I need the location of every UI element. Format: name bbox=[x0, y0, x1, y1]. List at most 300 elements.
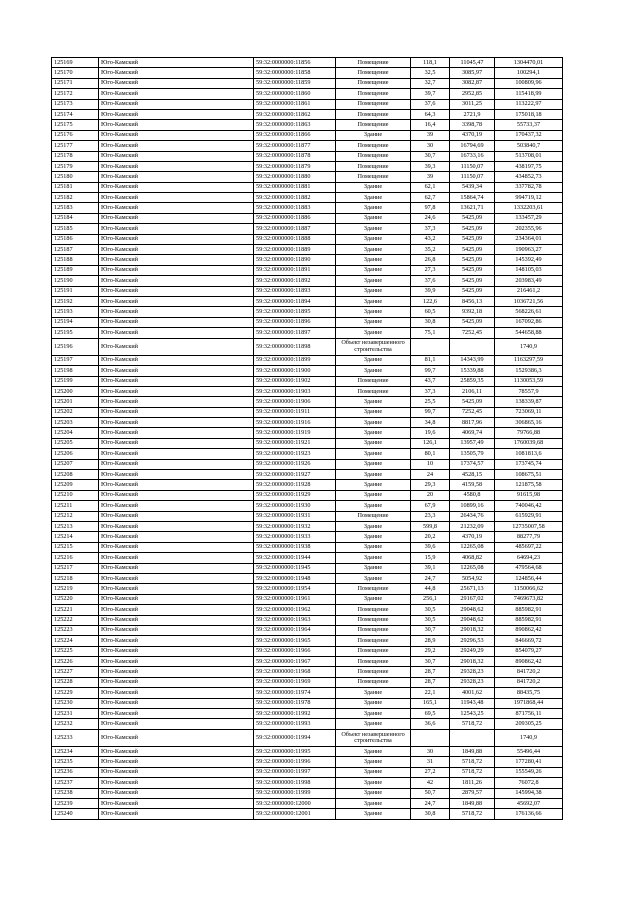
cell-area: 24,6 bbox=[411, 213, 450, 223]
cell-area: 43,7 bbox=[411, 376, 450, 386]
cell-specific-value: 12265,08 bbox=[450, 542, 495, 552]
cell-row-number: 125193 bbox=[52, 307, 99, 317]
table-row bbox=[52, 778, 563, 788]
cell-cadastral-value: 1130053,59 bbox=[495, 376, 563, 386]
cell-row-number: 125216 bbox=[52, 553, 99, 563]
cell-object-type: Здание bbox=[336, 698, 411, 708]
cell-specific-value: 13505,79 bbox=[450, 449, 495, 459]
cell-row-number: 125212 bbox=[52, 511, 99, 521]
table-row bbox=[52, 328, 563, 338]
cell-cadastral-number: 59:32:0000000:11888 bbox=[254, 234, 336, 244]
cell-area: 39 bbox=[411, 130, 450, 140]
cell-cadastral-number: 59:32:0000000:11895 bbox=[254, 307, 336, 317]
cell-district: Юго-Камский bbox=[99, 490, 254, 500]
cell-specific-value: 5718,72 bbox=[450, 767, 495, 777]
cell-specific-value: 3085,97 bbox=[450, 68, 495, 78]
cadastral-value-table bbox=[51, 57, 563, 820]
cell-object-type: Здание bbox=[336, 234, 411, 244]
cell-object-type: Помещение bbox=[336, 78, 411, 88]
cell-cadastral-value: 1036721,56 bbox=[495, 296, 563, 306]
cell-object-type: Здание bbox=[336, 193, 411, 203]
cell-district: Юго-Камский bbox=[99, 296, 254, 306]
cell-object-type: Здание bbox=[336, 788, 411, 798]
table-row bbox=[52, 296, 563, 306]
cell-row-number: 125188 bbox=[52, 255, 99, 265]
cell-cadastral-number: 59:32:0000000:11886 bbox=[254, 213, 336, 223]
cell-row-number: 125220 bbox=[52, 594, 99, 604]
cell-area: 39,9 bbox=[411, 286, 450, 296]
cell-district: Юго-Камский bbox=[99, 193, 254, 203]
cell-object-type: Помещение bbox=[336, 625, 411, 635]
cell-cadastral-value: 209305,25 bbox=[495, 719, 563, 729]
cell-area: 122,6 bbox=[411, 296, 450, 306]
cell-area: 62,7 bbox=[411, 193, 450, 203]
cell-row-number: 125170 bbox=[52, 68, 99, 78]
cell-cadastral-value: 100294,1 bbox=[495, 68, 563, 78]
cell-cadastral-number: 59:32:0000000:11877 bbox=[254, 141, 336, 151]
cell-cadastral-number: 59:32:0000000:11966 bbox=[254, 646, 336, 656]
cell-district: Юго-Камский bbox=[99, 798, 254, 808]
cell-cadastral-number: 59:32:0000000:11964 bbox=[254, 625, 336, 635]
cell-specific-value: 4069,74 bbox=[450, 428, 495, 438]
cell-specific-value: 9392,18 bbox=[450, 307, 495, 317]
cell-district: Юго-Камский bbox=[99, 767, 254, 777]
cell-district: Юго-Камский bbox=[99, 234, 254, 244]
cell-object-type: Помещение bbox=[336, 657, 411, 667]
table-row bbox=[52, 172, 563, 182]
cell-specific-value: 2106,11 bbox=[450, 386, 495, 396]
cell-area: 30,7 bbox=[411, 151, 450, 161]
cell-specific-value: 5439,34 bbox=[450, 182, 495, 192]
cell-row-number: 125237 bbox=[52, 778, 99, 788]
cell-specific-value: 5425,09 bbox=[450, 245, 495, 255]
cell-object-type: Здание bbox=[336, 224, 411, 234]
cell-object-type: Помещение bbox=[336, 120, 411, 130]
cell-specific-value: 29328,23 bbox=[450, 677, 495, 687]
table-row bbox=[52, 276, 563, 286]
cell-row-number: 125218 bbox=[52, 573, 99, 583]
cell-district: Юго-Камский bbox=[99, 480, 254, 490]
cell-cadastral-value: 155549,26 bbox=[495, 767, 563, 777]
cell-row-number: 125217 bbox=[52, 563, 99, 573]
cell-object-type: Здание bbox=[336, 130, 411, 140]
table-row bbox=[52, 615, 563, 625]
cell-cadastral-number: 59:32:0000000:11879 bbox=[254, 161, 336, 171]
cell-district: Юго-Камский bbox=[99, 78, 254, 88]
cell-object-type: Помещение bbox=[336, 376, 411, 386]
cell-district: Юго-Камский bbox=[99, 99, 254, 109]
cell-cadastral-number: 59:32:0000000:11954 bbox=[254, 584, 336, 594]
table-row bbox=[52, 182, 563, 192]
cell-cadastral-number: 59:32:0000000:11974 bbox=[254, 688, 336, 698]
cell-object-type: Помещение bbox=[336, 68, 411, 78]
cell-area: 31 bbox=[411, 757, 450, 767]
cell-area: 32,7 bbox=[411, 78, 450, 88]
cell-specific-value: 4370,19 bbox=[450, 532, 495, 542]
cell-cadastral-value: 1332203,61 bbox=[495, 203, 563, 213]
cell-row-number: 125185 bbox=[52, 224, 99, 234]
cell-cadastral-value: 113222,97 bbox=[495, 99, 563, 109]
cell-area: 15,9 bbox=[411, 553, 450, 563]
cell-specific-value: 12265,08 bbox=[450, 563, 495, 573]
cell-cadastral-number: 59:32:0000000:11997 bbox=[254, 767, 336, 777]
cell-row-number: 125210 bbox=[52, 490, 99, 500]
cell-row-number: 125173 bbox=[52, 99, 99, 109]
table-row bbox=[52, 788, 563, 798]
cell-row-number: 125221 bbox=[52, 605, 99, 615]
table-row bbox=[52, 459, 563, 469]
table-row bbox=[52, 203, 563, 213]
cell-area: 24 bbox=[411, 470, 450, 480]
cell-specific-value: 29048,62 bbox=[450, 615, 495, 625]
table-row bbox=[52, 245, 563, 255]
cell-area: 34,8 bbox=[411, 418, 450, 428]
cell-object-type: Здание bbox=[336, 276, 411, 286]
cell-object-type: Помещение bbox=[336, 615, 411, 625]
cell-cadastral-number: 59:32:0000000:11878 bbox=[254, 151, 336, 161]
cell-district: Юго-Камский bbox=[99, 386, 254, 396]
cell-object-type: Здание bbox=[336, 366, 411, 376]
cell-object-type: Здание bbox=[336, 778, 411, 788]
cell-cadastral-number: 59:32:0000000:11999 bbox=[254, 788, 336, 798]
table-row bbox=[52, 521, 563, 531]
cell-cadastral-value: 133457,29 bbox=[495, 213, 563, 223]
cell-cadastral-value: 479564,68 bbox=[495, 563, 563, 573]
cell-cadastral-value: 145392,49 bbox=[495, 255, 563, 265]
cell-object-type: Помещение bbox=[336, 511, 411, 521]
cell-row-number: 125209 bbox=[52, 480, 99, 490]
cell-district: Юго-Камский bbox=[99, 397, 254, 407]
cell-cadastral-value: 1740,9 bbox=[495, 729, 563, 746]
cell-district: Юго-Камский bbox=[99, 677, 254, 687]
table-row bbox=[52, 563, 563, 573]
cell-cadastral-value: 568226,61 bbox=[495, 307, 563, 317]
cell-cadastral-number: 59:32:0000000:11998 bbox=[254, 778, 336, 788]
cell-district: Юго-Камский bbox=[99, 317, 254, 327]
cell-district: Юго-Камский bbox=[99, 636, 254, 646]
cell-district: Юго-Камский bbox=[99, 709, 254, 719]
cell-object-type: Здание bbox=[336, 296, 411, 306]
cell-area: 36,6 bbox=[411, 719, 450, 729]
cell-specific-value: 16733,16 bbox=[450, 151, 495, 161]
table-row bbox=[52, 646, 563, 656]
cell-district: Юго-Камский bbox=[99, 625, 254, 635]
cell-area: 24,7 bbox=[411, 798, 450, 808]
cell-specific-value: 29018,32 bbox=[450, 657, 495, 667]
cell-cadastral-value: 485697,22 bbox=[495, 542, 563, 552]
cell-district: Юго-Камский bbox=[99, 366, 254, 376]
cell-cadastral-value: 167092,86 bbox=[495, 317, 563, 327]
cell-specific-value: 11150,07 bbox=[450, 172, 495, 182]
cell-cadastral-value: 1971868,44 bbox=[495, 698, 563, 708]
cell-object-type: Здание bbox=[336, 490, 411, 500]
cell-object-type: Помещение bbox=[336, 386, 411, 396]
table-row bbox=[52, 317, 563, 327]
cell-specific-value: 15339,88 bbox=[450, 366, 495, 376]
cell-object-type: Здание bbox=[336, 286, 411, 296]
cell-district: Юго-Камский bbox=[99, 328, 254, 338]
cell-area bbox=[411, 729, 450, 746]
cell-object-type: Помещение bbox=[336, 677, 411, 687]
cell-district: Юго-Камский bbox=[99, 182, 254, 192]
cell-district: Юго-Камский bbox=[99, 141, 254, 151]
cell-cadastral-number: 59:32:0000000:11927 bbox=[254, 470, 336, 480]
cell-district: Юго-Камский bbox=[99, 428, 254, 438]
table-row bbox=[52, 573, 563, 583]
cell-object-type: Здание bbox=[336, 459, 411, 469]
cell-specific-value: 10899,16 bbox=[450, 501, 495, 511]
cell-cadastral-value: 121875,58 bbox=[495, 480, 563, 490]
cell-specific-value: 25859,35 bbox=[450, 376, 495, 386]
table-row bbox=[52, 470, 563, 480]
cell-district: Юго-Камский bbox=[99, 667, 254, 677]
cell-district: Юго-Камский bbox=[99, 584, 254, 594]
cell-area: 37,6 bbox=[411, 276, 450, 286]
cell-area: 30,5 bbox=[411, 615, 450, 625]
cell-specific-value: 5425,09 bbox=[450, 255, 495, 265]
cell-specific-value: 5718,72 bbox=[450, 757, 495, 767]
cell-district: Юго-Камский bbox=[99, 778, 254, 788]
cell-row-number: 125236 bbox=[52, 767, 99, 777]
cell-cadastral-value: 88277,79 bbox=[495, 532, 563, 542]
cell-object-type: Здание bbox=[336, 809, 411, 819]
cell-area: 69,5 bbox=[411, 709, 450, 719]
cell-row-number: 125230 bbox=[52, 698, 99, 708]
cell-specific-value: 13621,71 bbox=[450, 203, 495, 213]
cell-object-type: Объект незавершенного строительства bbox=[336, 729, 411, 746]
cell-district: Юго-Камский bbox=[99, 542, 254, 552]
table-row bbox=[52, 151, 563, 161]
cell-cadastral-value: 1081813,6 bbox=[495, 449, 563, 459]
table-row bbox=[52, 625, 563, 635]
cell-district: Юго-Камский bbox=[99, 563, 254, 573]
cell-cadastral-number: 59:32:0000000:11948 bbox=[254, 573, 336, 583]
cell-area: 35,2 bbox=[411, 245, 450, 255]
table-row bbox=[52, 746, 563, 756]
cell-row-number: 125195 bbox=[52, 328, 99, 338]
cell-area: 39 bbox=[411, 172, 450, 182]
cell-object-type: Здание bbox=[336, 470, 411, 480]
cell-district: Юго-Камский bbox=[99, 265, 254, 275]
cell-row-number: 125187 bbox=[52, 245, 99, 255]
cell-cadastral-number: 59:32:0000000:11962 bbox=[254, 605, 336, 615]
cell-district: Юго-Камский bbox=[99, 688, 254, 698]
cell-specific-value: 11943,48 bbox=[450, 698, 495, 708]
cell-cadastral-value: 615929,91 bbox=[495, 511, 563, 521]
cell-cadastral-number: 59:32:0000000:11994 bbox=[254, 729, 336, 746]
table-row bbox=[52, 366, 563, 376]
cell-cadastral-number: 59:32:0000000:11903 bbox=[254, 386, 336, 396]
cell-row-number: 125183 bbox=[52, 203, 99, 213]
cell-row-number: 125233 bbox=[52, 729, 99, 746]
cell-cadastral-number: 59:32:0000000:11906 bbox=[254, 397, 336, 407]
cell-specific-value: 4001,62 bbox=[450, 688, 495, 698]
cell-cadastral-number: 59:32:0000000:11892 bbox=[254, 276, 336, 286]
cell-area: 28,9 bbox=[411, 636, 450, 646]
cell-cadastral-value: 885982,91 bbox=[495, 615, 563, 625]
table-row bbox=[52, 286, 563, 296]
cell-row-number: 125179 bbox=[52, 161, 99, 171]
cell-area: 67,9 bbox=[411, 501, 450, 511]
table-row bbox=[52, 428, 563, 438]
cell-district: Юго-Камский bbox=[99, 553, 254, 563]
cell-row-number: 125227 bbox=[52, 667, 99, 677]
cell-cadastral-value: 438197,75 bbox=[495, 161, 563, 171]
table-row bbox=[52, 89, 563, 99]
cell-specific-value: 29167,02 bbox=[450, 594, 495, 604]
cell-area: 30,5 bbox=[411, 605, 450, 615]
cell-area: 599,8 bbox=[411, 521, 450, 531]
table-row bbox=[52, 407, 563, 417]
cell-area: 20 bbox=[411, 490, 450, 500]
cell-cadastral-number: 59:32:0000000:11899 bbox=[254, 355, 336, 365]
cell-cadastral-value: 91615,98 bbox=[495, 490, 563, 500]
cell-row-number: 125229 bbox=[52, 688, 99, 698]
cell-cadastral-number: 59:32:0000000:11889 bbox=[254, 245, 336, 255]
cell-specific-value: 11150,07 bbox=[450, 161, 495, 171]
cell-row-number: 125180 bbox=[52, 172, 99, 182]
cell-cadastral-value: 177280,41 bbox=[495, 757, 563, 767]
cell-area: 44,8 bbox=[411, 584, 450, 594]
cell-specific-value: 13957,49 bbox=[450, 438, 495, 448]
cell-area: 75,1 bbox=[411, 328, 450, 338]
cell-row-number: 125215 bbox=[52, 542, 99, 552]
cell-cadastral-number: 59:32:0000000:11894 bbox=[254, 296, 336, 306]
cell-cadastral-value: 503840,7 bbox=[495, 141, 563, 151]
cell-row-number: 125224 bbox=[52, 636, 99, 646]
cell-specific-value: 3011,25 bbox=[450, 99, 495, 109]
table-row bbox=[52, 255, 563, 265]
cell-cadastral-number: 59:32:0000000:12000 bbox=[254, 798, 336, 808]
cell-row-number: 125182 bbox=[52, 193, 99, 203]
cell-row-number: 125223 bbox=[52, 625, 99, 635]
cell-area: 29,2 bbox=[411, 646, 450, 656]
table-row bbox=[52, 767, 563, 777]
cell-cadastral-value: 79766,88 bbox=[495, 428, 563, 438]
cell-cadastral-number: 59:32:0000000:11931 bbox=[254, 511, 336, 521]
cell-area: 28,7 bbox=[411, 667, 450, 677]
cell-district: Юго-Камский bbox=[99, 89, 254, 99]
cell-area: 30 bbox=[411, 141, 450, 151]
cell-district: Юго-Камский bbox=[99, 307, 254, 317]
cell-area: 30,7 bbox=[411, 625, 450, 635]
cell-object-type: Здание bbox=[336, 757, 411, 767]
cell-object-type: Здание bbox=[336, 501, 411, 511]
cell-district: Юго-Камский bbox=[99, 615, 254, 625]
cell-district: Юго-Камский bbox=[99, 120, 254, 130]
cell-area: 39,3 bbox=[411, 161, 450, 171]
cell-specific-value: 5425,09 bbox=[450, 224, 495, 234]
cell-row-number: 125226 bbox=[52, 657, 99, 667]
cell-cadastral-value: 55496,44 bbox=[495, 746, 563, 756]
cell-specific-value: 1811,26 bbox=[450, 778, 495, 788]
cell-object-type: Здание bbox=[336, 688, 411, 698]
cell-cadastral-value: 175018,18 bbox=[495, 109, 563, 119]
cell-specific-value: 5425,09 bbox=[450, 397, 495, 407]
cell-row-number: 125240 bbox=[52, 809, 99, 819]
cell-cadastral-number: 59:32:0000000:11916 bbox=[254, 418, 336, 428]
cell-row-number: 125191 bbox=[52, 286, 99, 296]
cell-cadastral-value: 108675,51 bbox=[495, 470, 563, 480]
cell-specific-value: 8817,96 bbox=[450, 418, 495, 428]
cell-row-number: 125211 bbox=[52, 501, 99, 511]
cell-area: 43,2 bbox=[411, 234, 450, 244]
cell-district: Юго-Камский bbox=[99, 338, 254, 355]
cell-cadastral-value: 890862,42 bbox=[495, 657, 563, 667]
cell-specific-value: 11045,47 bbox=[450, 58, 495, 68]
cell-area: 42 bbox=[411, 778, 450, 788]
cell-district: Юго-Камский bbox=[99, 646, 254, 656]
cell-cadastral-number: 59:32:0000000:11863 bbox=[254, 120, 336, 130]
cell-district: Юго-Камский bbox=[99, 151, 254, 161]
cell-row-number: 125181 bbox=[52, 182, 99, 192]
cell-object-type: Помещение bbox=[336, 667, 411, 677]
table-row bbox=[52, 141, 563, 151]
cell-cadastral-number: 59:32:0000000:11926 bbox=[254, 459, 336, 469]
cell-district: Юго-Камский bbox=[99, 255, 254, 265]
cell-area: 23,3 bbox=[411, 511, 450, 521]
cell-specific-value: 2879,57 bbox=[450, 788, 495, 798]
cell-specific-value: 29018,32 bbox=[450, 625, 495, 635]
cell-cadastral-number: 59:32:0000000:12001 bbox=[254, 809, 336, 819]
cell-row-number: 125171 bbox=[52, 78, 99, 88]
cell-cadastral-value: 544658,88 bbox=[495, 328, 563, 338]
cell-cadastral-number: 59:32:0000000:11923 bbox=[254, 449, 336, 459]
cell-cadastral-value: 841720,2 bbox=[495, 677, 563, 687]
table-row bbox=[52, 449, 563, 459]
cell-row-number: 125192 bbox=[52, 296, 99, 306]
cell-specific-value: 2721,9 bbox=[450, 109, 495, 119]
cell-object-type: Объект незавершенного строительства bbox=[336, 338, 411, 355]
cell-cadastral-value: 64694,23 bbox=[495, 553, 563, 563]
cell-cadastral-number: 59:32:0000000:11891 bbox=[254, 265, 336, 275]
cell-object-type: Здание bbox=[336, 418, 411, 428]
cell-cadastral-value: 173745,74 bbox=[495, 459, 563, 469]
cell-object-type: Здание bbox=[336, 532, 411, 542]
cell-cadastral-number: 59:32:0000000:11900 bbox=[254, 366, 336, 376]
cell-object-type: Помещение bbox=[336, 99, 411, 109]
cell-row-number: 125238 bbox=[52, 788, 99, 798]
cell-specific-value: 5425,09 bbox=[450, 317, 495, 327]
cell-specific-value: 2952,85 bbox=[450, 89, 495, 99]
table-row bbox=[52, 355, 563, 365]
cell-area: 37,3 bbox=[411, 224, 450, 234]
cell-cadastral-value: 1150066,62 bbox=[495, 584, 563, 594]
cell-district: Юго-Камский bbox=[99, 698, 254, 708]
cell-cadastral-value: 203983,49 bbox=[495, 276, 563, 286]
cell-district: Юго-Камский bbox=[99, 459, 254, 469]
cell-cadastral-value: 1529386,3 bbox=[495, 366, 563, 376]
cell-cadastral-value: 1304470,01 bbox=[495, 58, 563, 68]
cell-cadastral-value: 12735007,58 bbox=[495, 521, 563, 531]
cell-cadastral-number: 59:32:0000000:11963 bbox=[254, 615, 336, 625]
cell-area: 62,1 bbox=[411, 182, 450, 192]
cell-specific-value: 5718,72 bbox=[450, 809, 495, 819]
cell-district: Юго-Камский bbox=[99, 729, 254, 746]
cell-row-number: 125201 bbox=[52, 397, 99, 407]
table-row bbox=[52, 532, 563, 542]
cell-cadastral-value: 124856,44 bbox=[495, 573, 563, 583]
table-row bbox=[52, 193, 563, 203]
cell-cadastral-value: 176136,66 bbox=[495, 809, 563, 819]
cell-district: Юго-Камский bbox=[99, 501, 254, 511]
cell-row-number: 125205 bbox=[52, 438, 99, 448]
table-row bbox=[52, 709, 563, 719]
cell-district: Юго-Камский bbox=[99, 245, 254, 255]
cell-cadastral-value: 1740,9 bbox=[495, 338, 563, 355]
cell-cadastral-value: 148105,03 bbox=[495, 265, 563, 275]
cell-object-type: Здание bbox=[336, 428, 411, 438]
